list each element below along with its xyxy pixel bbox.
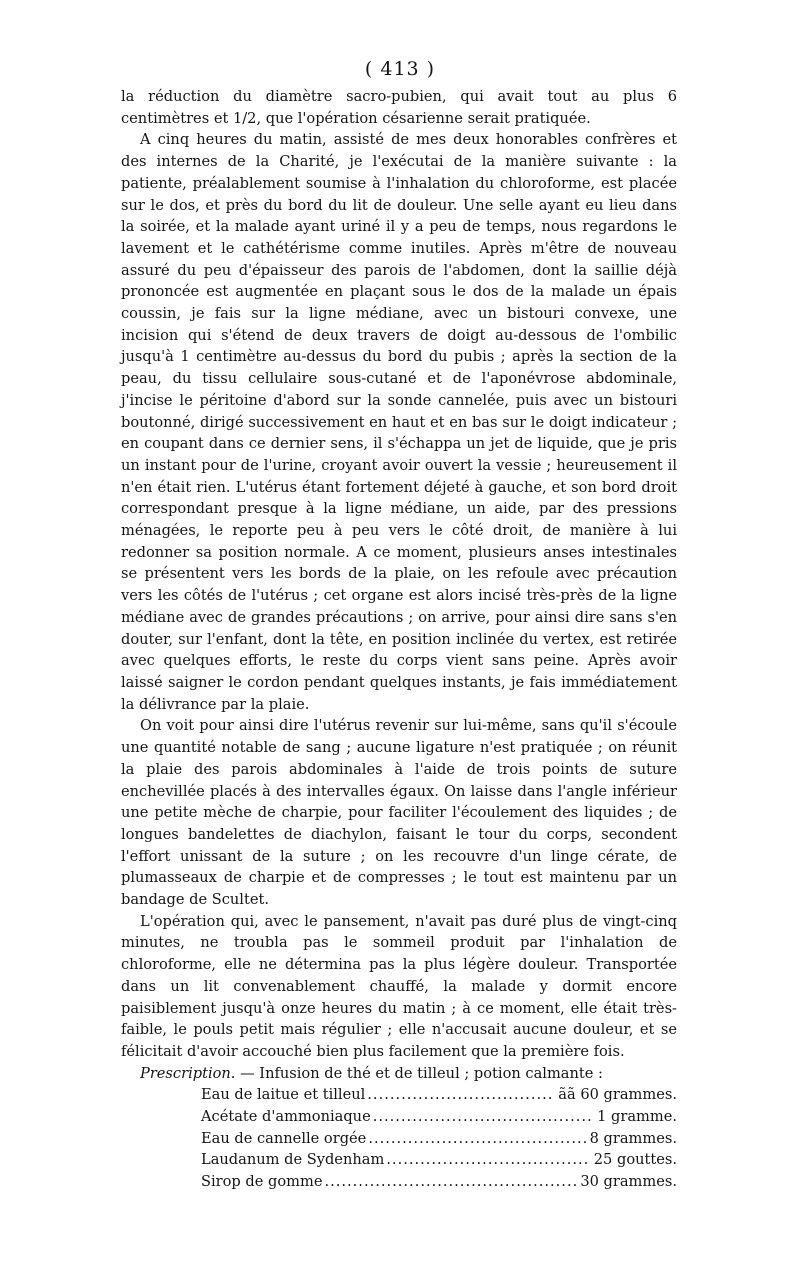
leader-dots (373, 1106, 593, 1128)
item-name: Sirop de gomme (201, 1173, 323, 1191)
prescription-label: Prescription. (140, 1064, 236, 1082)
item-quantity: 1 gramme. (597, 1108, 677, 1126)
prescription-item (201, 1106, 677, 1128)
item-quantity: ãã 60 grammes. (558, 1086, 677, 1104)
item-name: Laudanum de Sydenham (201, 1151, 385, 1169)
paragraph-1: la réduction du diamètre sacro-pubien, qui avait tout au plus 6 centimètres et 1/2, que l'opération césarienne serait pratiquée. (121, 88, 677, 127)
item-name: Eau de cannelle orgée (201, 1129, 367, 1147)
item-quantity: 25 gouttes. (593, 1151, 677, 1169)
prescription-list (121, 1084, 677, 1192)
prescription-item (201, 1128, 677, 1150)
item-quantity: 8 grammes. (589, 1129, 677, 1147)
paragraph-2: A cinq heures du matin, assisté de mes deux honorables confrères et des internes de la Charité, je l'exécutai de la manière suivante : la patiente, préalablement soumise à l'inhalation du chloroforme, est placée sur le dos, et près du bord du lit de douleur. Une selle ayant eu lieu dans la soirée, et la malade ayant uriné il y a peu de temps, nous regardons le lavement et le cathétérisme comme inutiles. Après m'être de nouveau assuré du peu d'épaisseur des parois de l'abdomen, dont la saillie déjà prononcée est augmentée en plaçant sous le dos de la malade un épais coussin, je fais sur la ligne médiane, avec un bistouri convexe, une incision qui s'étend de deux travers de doigt au-dessous de l'ombilic jusqu'à 1 centimètre au-dessus du bord du pubis ; après la section de la peau, du tissu cellulaire sous-cutané et de l'aponévrose abdominale, j'incise le péritoine d'abord sur la sonde cannelée, puis avec un bistouri boutonné, dirigé successivement en haut et en bas sur le doigt indicateur ; en coupant dans ce dernier sens, il s'échappa un jet de liquide, que je pris un instant pour de l'urine, croyant avoir ouvert la vessie ; heureusement il n'en était rien. L'utérus étant fortement déjeté à gauche, et son bord droit correspondant presque à la ligne médiane, un aide, par des pressions ménagées, le reporte peu à peu vers le côté droit, de manière à lui redonner sa position normale. A ce moment, plusieurs anses intestinales se présentent vers les bords de la plaie, on les refoule avec précaution vers les côtés de l'utérus ; cet organe est alors incisé très-près de la ligne médiane avec de grandes précautions ; on arrive, pour ainsi dire sans s'en douter, sur l'enfant, dont la tête, en position inclinée du vertex, est retirée avec quelques efforts, le reste du corps vient sans peine. Après avoir laissé saigner le cordon pendant quelques instants, je fais immédiatement la délivrance par la plaie. (121, 131, 677, 713)
item-name: Eau de laitue et tilleul (201, 1086, 366, 1104)
paragraph-3: On voit pour ainsi dire l'utérus revenir sur lui-même, sans qu'il s'écoule une quantité notable de sang ; aucune ligature n'est pratiquée ; on réunit la plaie des parois abdominales à l'aide de trois points de suture enchevillée placés à des intervalles égaux. On laisse dans l'angle inférieur une petite mèche de charpie, pour faciliter l'écoulement des liquides ; de longues bandelettes de diachylon, faisant le tour du corps, secondent l'effort unissant de la suture ; on les recouvre d'un linge cérate, de plumasseaux de charpie et de compresses ; le tout est maintenu par un bandage de Scultet. (121, 717, 677, 909)
leader-dots (386, 1149, 589, 1171)
item-name: Acétate d'ammoniaque (201, 1108, 371, 1126)
prescription-line (121, 1063, 677, 1085)
prescription-item (201, 1171, 677, 1193)
body-text (121, 86, 677, 1193)
leader-dots (367, 1084, 554, 1106)
leader-dots (324, 1171, 576, 1193)
prescription-item (201, 1149, 677, 1171)
leader-dots (368, 1128, 585, 1150)
page-number: ( 413 ) (364, 58, 436, 80)
prescription-item (201, 1084, 677, 1106)
paragraph-4: L'opération qui, avec le pansement, n'avait pas duré plus de vingt-cinq minutes, ne troubla pas le sommeil produit par l'inhalation de chloroforme, elle ne détermina pas la plus légère douleur. Transportée dans un lit convenablement chauffé, la malade y dormit encore paisiblement jusqu'à onze heures du matin ; à ce moment, elle était très-faible, le pouls petit mais régulier ; elle n'accusait aucune douleur, et se félicitait d'avoir accouché bien plus facilement que la première fois. (121, 912, 677, 1060)
item-quantity: 30 grammes. (580, 1173, 677, 1191)
prescription-text: — Infusion de thé et de tilleul ; potion calmante : (235, 1064, 603, 1082)
